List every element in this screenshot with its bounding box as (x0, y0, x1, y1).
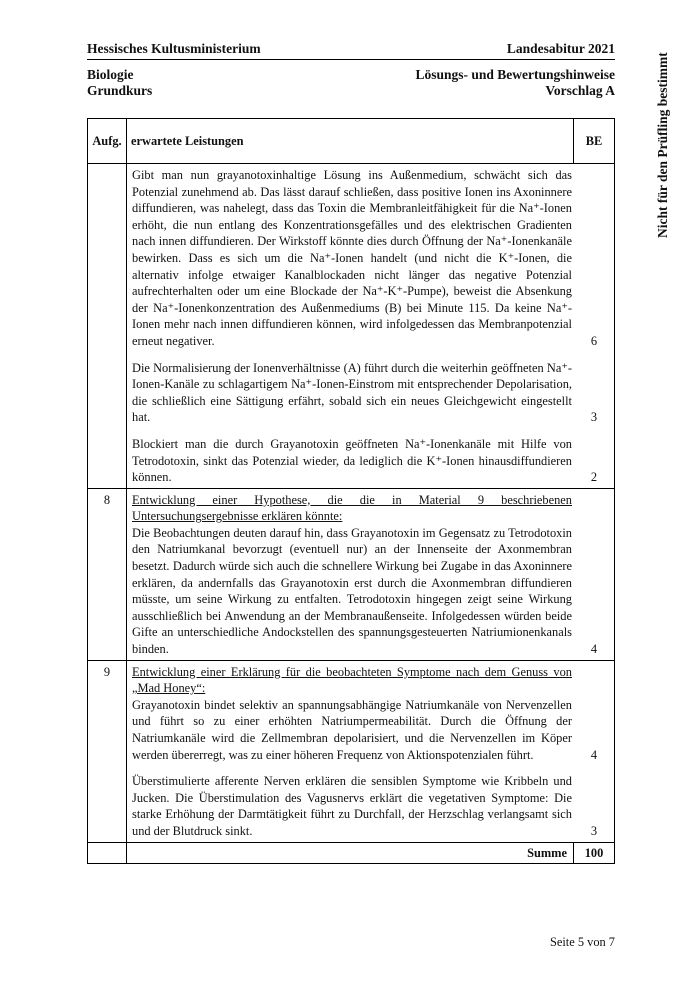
table-row (88, 488, 615, 660)
document-type: Lösungs- und Bewertungshinweise (415, 67, 615, 82)
exam-title: Landesabitur 2021 (506, 41, 615, 56)
col-task-header: Aufg. (88, 119, 127, 164)
task-heading: Entwicklung einer Hypothese, die die in Material 9 beschriebenen Untersuchungsergebnisse erklären könnte: (132, 492, 572, 524)
points-value: 3 (590, 410, 598, 425)
table-header-row (88, 119, 615, 164)
answer-block (127, 164, 614, 352)
answer-text: Überstimulierte afferente Nerven erklären die sensiblen Symptome wie Kribbeln und Jucken. Die Überstimulation des Vagusnervs erklärt die vegetativen Symptome: Die starke Erhöhung der Darmtätigkeit führt zu Durchfall, der Herzschlag verlangsamt sich und der Blutdruck sinkt. (132, 774, 572, 838)
proposal: Vorschlag A (545, 83, 615, 98)
answer-cell (127, 164, 615, 489)
side-note: Nicht für den Prüfling bestimmt (655, 52, 670, 238)
course: Grundkurs (87, 83, 153, 98)
points-value: 4 (590, 747, 598, 762)
sum-label: Summe (127, 842, 574, 864)
task-number: 8 (88, 488, 127, 660)
header-divider (87, 59, 615, 60)
points-value: 6 (590, 333, 598, 348)
points-value: 3 (590, 823, 598, 838)
table-row (88, 660, 615, 842)
col-expected-header: erwartete Leistungen (127, 119, 574, 164)
task-number (88, 164, 127, 489)
answer-text: Die Normalisierung der Ionenverhältnisse (A) führt durch die weiterhin geöffneten Na⁺-Ionen-Kanäle zu schlagartigem Na⁺-Ionen-Einstrom mit entsprechender Depolarisation, die schließlich eine Sättigung erfährt, sobald sich ein neues Gleichgewicht eingestellt hat. (132, 360, 572, 425)
points-value: 2 (590, 470, 598, 485)
page-number: Seite 5 von 7 (549, 935, 615, 949)
ministry-name: Hessisches Kultusministerium (87, 41, 261, 56)
table-row (88, 164, 615, 489)
task-heading: Entwicklung einer Erklärung für die beobachteten Symptome nach dem Genuss von „Mad Honey“: (132, 664, 572, 696)
points-value: 4 (590, 642, 598, 657)
answer-text: Die Beobachtungen deuten darauf hin, dass Grayanotoxin im Gegensatz zu Tetrodotoxin den Natriumkanal bevorzugt (eventuell nur) an der Innenseite der Axonmembran besetzt. Dadurch würde sich auch die schnellere Wirkung bei Zugabe in das Axoninnere erklären, da andernfalls das Grayanotoxin erst durch die Axonmembran diffundieren müsste, um seine Wirkung zu entfalten. Tetrodotoxin hingegen zeigt seine Wirkung ausschließlich bei Anwendung an der Membranaußenseite. Infolgedessen würden beide Gifte an unterschiedliche Andockstellen des spannungsgesteuerten Natriumionenkanals binden. (132, 525, 572, 657)
answer-block (127, 433, 614, 488)
task-number: 9 (88, 660, 127, 842)
answer-cell (127, 488, 615, 660)
answer-block (127, 489, 614, 660)
answer-text: Blockiert man die durch Grayanotoxin geöffneten Na⁺-Ionenkanäle mit Hilfe von Tetrodotoxin, sinkt das Potenzial wieder, da lediglich die K⁺-Ionen hinausdiffundieren können. (132, 436, 572, 485)
answer-block (127, 357, 614, 428)
solutions-table (87, 118, 615, 864)
answer-text: Grayanotoxin bindet selektiv an spannungsabhängige Natriumkanäle von Nervenzellen und führt so zu einer erhöhten Natriumpermeabilität. Durch die Öffnung der Natriumkanäle wird die Zellmembran depolarisiert, und die Nervenzellen im Köper werden übererregt, was zu einer höheren Frequenz von Aktionspotenzialen führt. (132, 697, 572, 762)
answer-block (127, 661, 614, 766)
answer-text: Gibt man nun grayanotoxinhaltige Lösung ins Außenmedium, schwächt sich das Potenzial zunehmend ab. Das lässt darauf schließen, dass positive Ionen ins Axoninnere diffundieren, was nahelegt, dass das Toxin die Membranleitfähigkeit für die Na⁺-Ionen erhöht, die nun entlang des Konzentrationsgefälles und des elektrischen Gradienten nach innen diffundieren. Der Wirkstoff könnte dies durch Öffnung der Na⁺-Ionenkanäle bewirken. Dass es sich um die Na⁺-Ionen handelt (und nicht die K⁺-Ionen, die alternativ infolge etwaiger Kanalblockaden nicht länger das negative Potenzial aufrechterhalten oder um eine Blockade der Na⁺-K⁺-Pumpe), beweist die Absenkung der Na⁺-Ionenkonzentration des Außenmediums (B) bei Minute 115. Da keine Na⁺-Ionen mehr nach innen diffundieren können, wird infolgedessen das Membranpotenzial erneut negativer. (132, 168, 572, 348)
col-points-header: BE (574, 119, 615, 164)
sum-value: 100 (574, 842, 615, 864)
sum-row (88, 842, 615, 864)
subject: Biologie (87, 67, 134, 82)
answer-cell (127, 660, 615, 842)
answer-block (127, 770, 614, 841)
